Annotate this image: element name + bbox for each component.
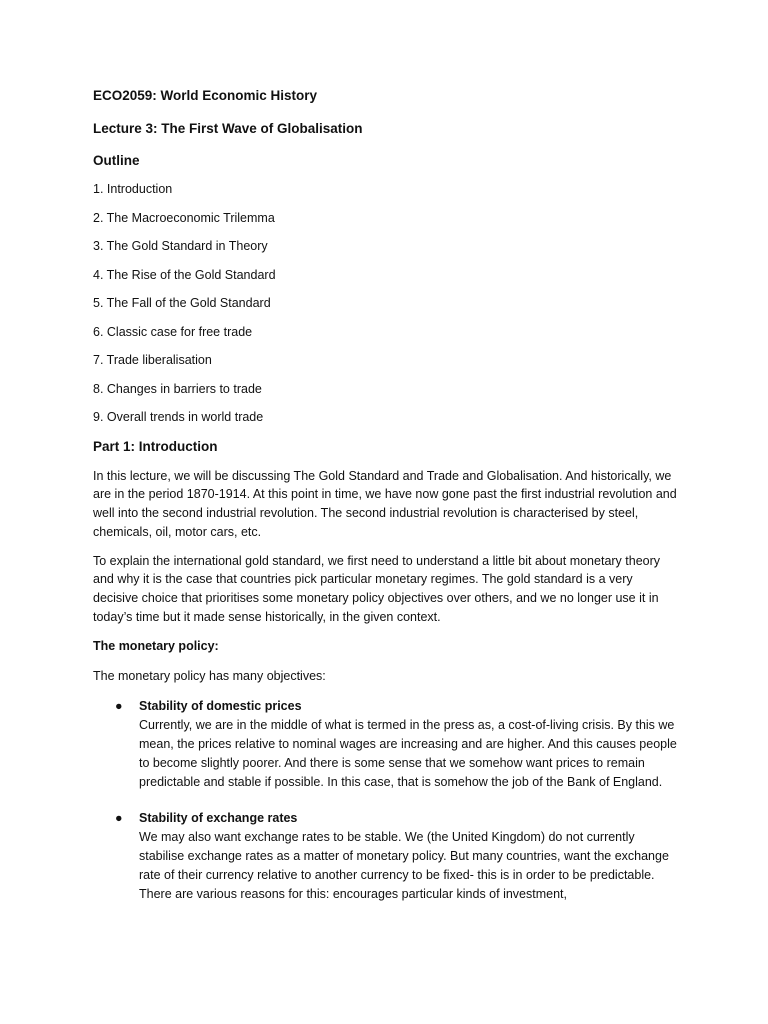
outline-item: 4. The Rise of the Gold Standard [93, 267, 276, 282]
outline-item: 3. The Gold Standard in Theory [93, 239, 268, 253]
paragraph-intro: In this lecture, we will be discussing The Gold Standard and Trade and Globalisation. And historically, we are in the period 1870-1914. At this point in time, we have now gone past the first industrial revolution and well into the second industrial revolution. The second industrial revolution is characterised by steel, chemicals, oil, motor cars, etc. [93, 468, 677, 539]
bullet-title: Stability of exchange rates [139, 811, 298, 826]
lecture-title: Lecture 3: The First Wave of Globalisation [93, 121, 363, 136]
bullet-text: Currently, we are in the middle of what is termed in the press as, a cost-of-living crisis. By this we mean, the prices relative to nominal wages are increasing and are higher. And this causes people to become slightly poorer. And there is some sense that we somehow want prices to remain predictable and stable if possible. In this case, that is somehow the job of the Bank of England. [139, 718, 677, 789]
outline-item: 6. Classic case for free trade [93, 324, 253, 339]
objectives-list [93, 697, 678, 903]
outline-list [93, 180, 678, 426]
list-item [93, 809, 678, 903]
bullet-icon: ● [115, 811, 123, 826]
list-item [93, 697, 678, 791]
outline-item: 5. The Fall of the Gold Standard [93, 296, 271, 310]
paragraph-objectives-intro: The monetary policy has many objectives: [93, 668, 326, 683]
paragraph-gold-standard: To explain the international gold standard, we first need to understand a little bit about monetary theory and why it is the case that countries pick particular monetary regimes. The gold standard is a very decisive choice that prioritises some monetary policy objectives over others, and we no longer use it in today’s time but it made sense historically, in the given context. [93, 553, 661, 625]
bullet-icon: ● [115, 699, 123, 714]
outline-item: 8. Changes in barriers to trade [93, 381, 262, 396]
subheading-monetary-policy: The monetary policy: [93, 638, 219, 653]
bullet-text: We may also want exchange rates to be stable. We (the United Kingdom) do not currently stabilise exchange rates as a matter of monetary policy. But many countries, want the exchange rate of their currency relative to another currency to be fixed- this is in order to be predictable. There are various reasons for this: encourages particular kinds of investment, [139, 830, 669, 901]
outline-item: 2. The Macroeconomic Trilemma [93, 210, 275, 225]
outline-item: 7. Trade liberalisation [93, 353, 212, 367]
bullet-title: Stability of domestic prices [139, 699, 302, 714]
outline-item: 9. Overall trends in world trade [93, 410, 264, 424]
outline-item: 1. Introduction [93, 182, 173, 196]
outline-heading: Outline [93, 153, 140, 168]
section-heading-part1: Part 1: Introduction [93, 438, 218, 454]
course-title: ECO2059: World Economic History [93, 88, 318, 103]
